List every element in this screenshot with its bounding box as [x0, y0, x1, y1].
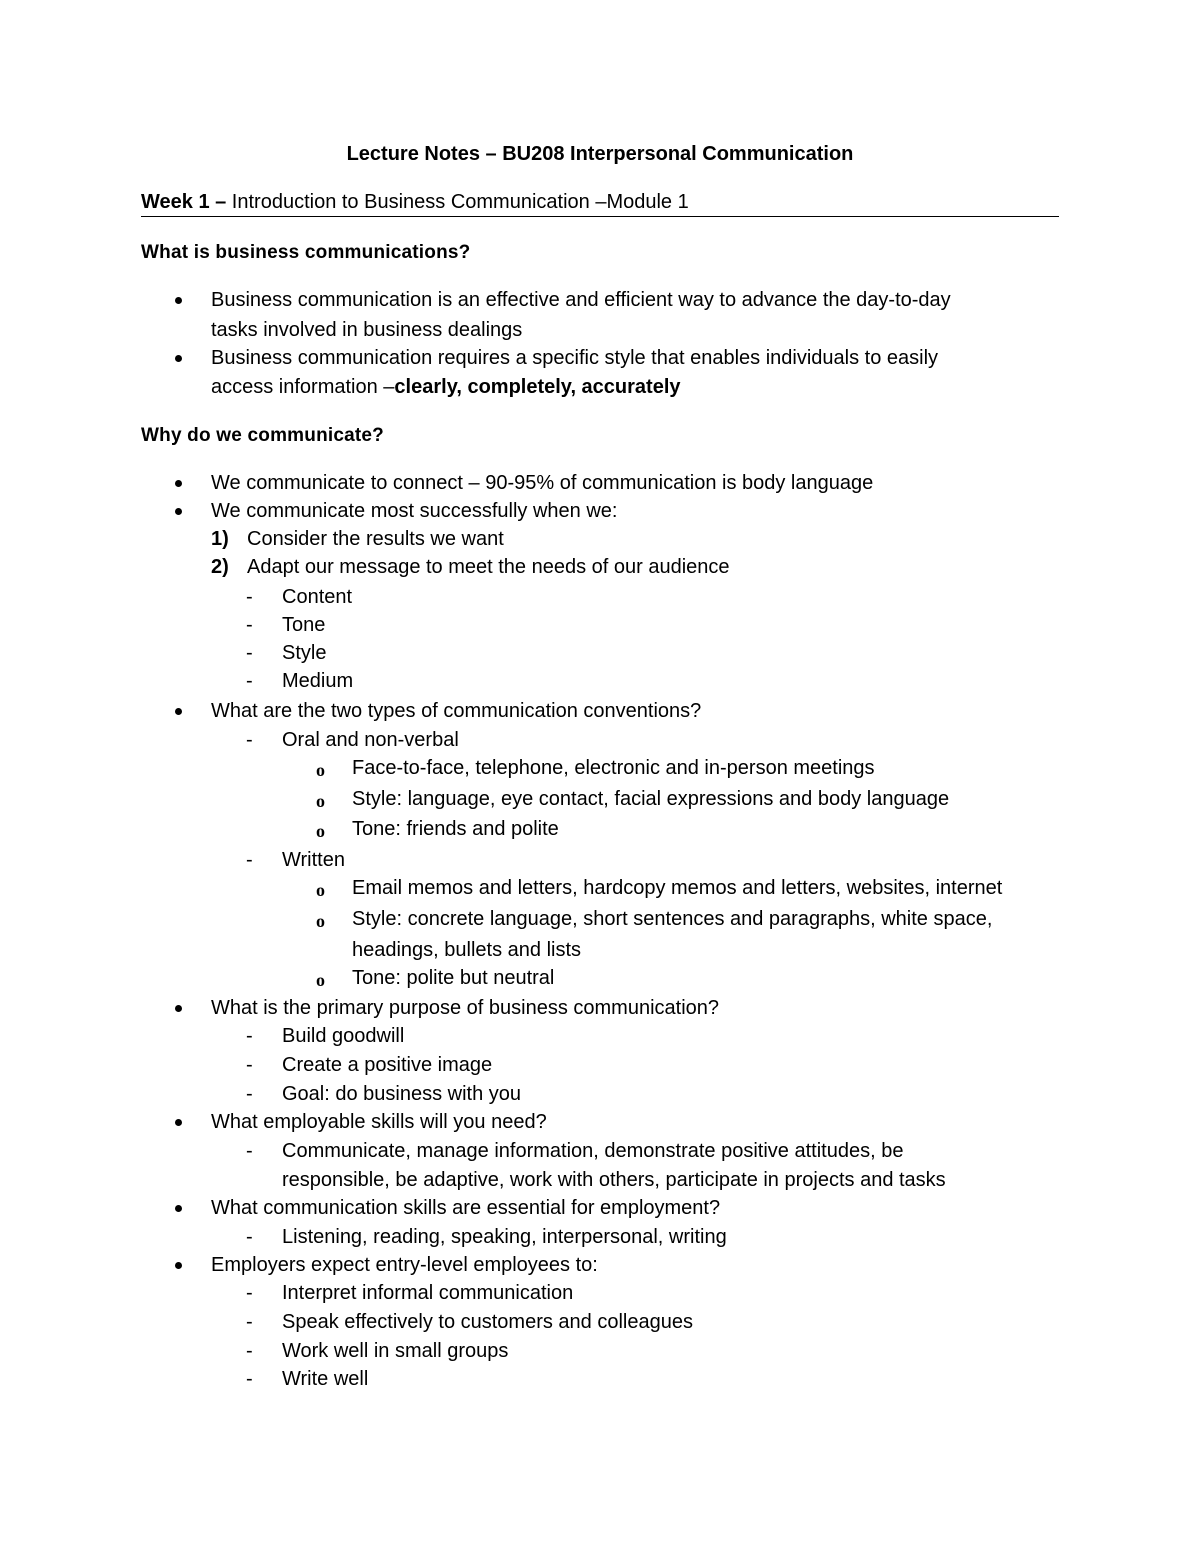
week-heading — [141, 188, 1059, 217]
list-item-text: What communication skills are essential for employment? — [211, 1197, 721, 1219]
dash-marker: - — [246, 849, 253, 871]
list-item-text: Speak effectively to customers and colleagues — [282, 1311, 693, 1333]
week-label: Week 1 – — [141, 191, 227, 213]
list-item-text: tasks involved in business dealings — [211, 319, 523, 341]
bullet-icon — [173, 1194, 183, 1222]
o-bullet-icon: o — [316, 821, 325, 841]
bullet-icon — [173, 497, 183, 525]
dash-marker: - — [246, 670, 253, 692]
dash-marker: - — [246, 1282, 253, 1304]
list-item-text: Tone: friends and polite — [352, 818, 559, 840]
list-item-text: Tone: polite but neutral — [352, 967, 555, 989]
list-item-text: Work well in small groups — [282, 1340, 509, 1362]
list-item-text: responsible, be adaptive, work with others, participate in projects and tasks — [282, 1169, 946, 1191]
bullet-icon — [173, 469, 183, 497]
dash-marker: - — [246, 1340, 253, 1362]
o-bullet-icon: o — [316, 970, 325, 990]
list-item-text: Write well — [282, 1368, 369, 1390]
bullet-icon — [173, 344, 183, 372]
dash-marker: - — [246, 642, 253, 664]
list-item-text — [211, 373, 681, 401]
bullet-icon — [173, 1251, 183, 1279]
list-item-text: Business communication requires a specific style that enables individuals to easily — [211, 347, 939, 369]
list-item-text: Tone — [282, 614, 326, 636]
dash-marker: - — [246, 586, 253, 608]
bullet-icon — [173, 697, 183, 725]
dash-marker: - — [246, 1140, 253, 1162]
list-item-text: We communicate to connect – 90-95% of communication is body language — [211, 472, 874, 494]
dash-marker: - — [246, 1311, 253, 1333]
list-item-text: Create a positive image — [282, 1054, 493, 1076]
list-item-text: Goal: do business with you — [282, 1083, 522, 1105]
o-bullet-icon: o — [316, 880, 325, 900]
o-bullet-icon: o — [316, 791, 325, 811]
list-item-text: Interpret informal communication — [282, 1282, 574, 1304]
list-item-text: Business communication is an effective and efficient way to advance the day-to-day — [211, 289, 951, 311]
list-item-text: What are the two types of communication conventions? — [211, 700, 702, 722]
list-item-text: Oral and non-verbal — [282, 729, 459, 751]
list-item-text: Written — [282, 849, 345, 871]
o-bullet-icon: o — [316, 760, 325, 780]
list-item-text: Communicate, manage information, demonstrate positive attitudes, be — [282, 1140, 904, 1162]
list-item-text: Adapt our message to meet the needs of our audience — [247, 556, 730, 578]
list-item-text: Medium — [282, 670, 354, 692]
dash-marker: - — [246, 1368, 253, 1390]
document-title: Lecture Notes – BU208 Interpersonal Communication — [346, 143, 854, 165]
dash-marker: - — [246, 729, 253, 751]
dash-marker: - — [246, 1226, 253, 1248]
week-text: Introduction to Business Communication –Module 1 — [226, 191, 689, 213]
list-item-text-plain: access information – — [211, 376, 395, 398]
dash-marker: - — [246, 1083, 253, 1105]
list-item-text: Style: concrete language, short sentences and paragraphs, white space, — [352, 908, 993, 930]
section-heading: Why do we communicate? — [141, 425, 384, 446]
list-item-text: What employable skills will you need? — [211, 1111, 547, 1133]
list-item-text: Consider the results we want — [247, 528, 504, 550]
list-item-text: Build goodwill — [282, 1025, 405, 1047]
list-item-text: We communicate most successfully when we: — [211, 500, 618, 522]
bullet-icon — [173, 994, 183, 1022]
list-item-text: headings, bullets and lists — [352, 939, 582, 961]
list-item-text: Employers expect entry-level employees to: — [211, 1254, 598, 1276]
dash-marker: - — [246, 614, 253, 636]
o-bullet-icon: o — [316, 911, 325, 931]
list-item-text: Style: language, eye contact, facial expressions and body language — [352, 788, 950, 810]
list-item-text: Listening, reading, speaking, interpersonal, writing — [282, 1226, 727, 1248]
dash-marker: - — [246, 1025, 253, 1047]
list-item-text: What is the primary purpose of business communication? — [211, 997, 720, 1019]
section-heading: What is business communications? — [141, 242, 471, 263]
list-number: 2) — [211, 556, 229, 578]
list-item-text-bold: clearly, completely, accurately — [394, 376, 681, 398]
list-item-text: Face-to-face, telephone, electronic and in-person meetings — [352, 757, 875, 779]
list-item-text: Style — [282, 642, 327, 664]
list-number: 1) — [211, 528, 229, 550]
list-item-text: Email memos and letters, hardcopy memos and letters, websites, internet — [352, 877, 1003, 899]
bullet-icon — [173, 1108, 183, 1136]
dash-marker: - — [246, 1054, 253, 1076]
list-item-text: Content — [282, 586, 353, 608]
bullet-icon — [173, 286, 183, 314]
